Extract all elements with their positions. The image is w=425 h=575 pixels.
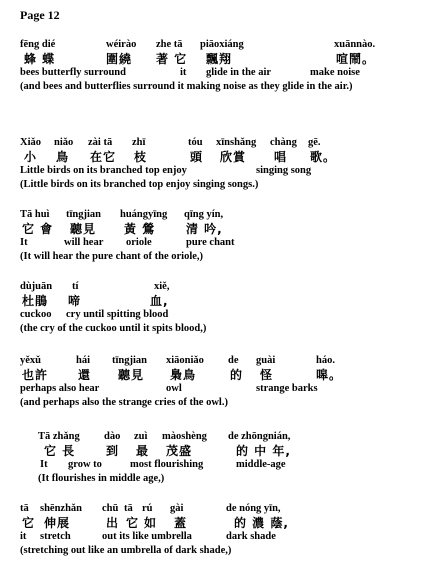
pinyin-word: xiě, xyxy=(154,281,170,292)
hanzi-word: 聽見 xyxy=(70,222,97,236)
hanzi-word: 杜鵑 xyxy=(22,294,49,308)
translation: (Little birds on its branched top enjoy singing songs.) xyxy=(20,179,259,190)
hanzi-word: 在它 xyxy=(90,150,117,164)
translation: (and bees and butterflies surround it making noise as they glide in the air.) xyxy=(20,81,353,92)
hanzi-word: 也許 xyxy=(22,368,49,382)
pinyin-line xyxy=(38,430,425,444)
pinyin-word: gài xyxy=(170,503,184,514)
pinyin-word: zuì xyxy=(134,431,148,442)
hanzi-line xyxy=(20,294,420,308)
pinyin-word: xiāoniǎo xyxy=(166,355,204,366)
hanzi-word: 伸展 xyxy=(44,516,71,530)
pinyin-line xyxy=(20,502,420,516)
pinyin-word: dùjuān xyxy=(20,281,53,292)
hanzi-line xyxy=(20,222,420,236)
pinyin-word: Tā huì xyxy=(20,209,50,220)
gloss-word: grow to xyxy=(68,459,102,470)
gloss-word: it xyxy=(20,531,27,542)
hanzi-word: 的 濃 蔭, xyxy=(234,516,289,530)
pinyin-word: Xiǎo xyxy=(20,137,41,148)
gloss-word: It xyxy=(40,459,48,470)
translation: (It flourishes in middle age,) xyxy=(38,473,165,484)
gloss-line xyxy=(20,308,420,322)
stanza-4 xyxy=(20,280,420,335)
translation: (It will hear the pure chant of the oriole,) xyxy=(20,251,204,262)
hanzi-word: 還 xyxy=(78,368,92,382)
pinyin-word: huángyīng xyxy=(120,209,168,220)
pinyin-word: dào xyxy=(104,431,121,442)
gloss-line xyxy=(20,382,420,396)
pinyin-word: qīng yín, xyxy=(184,209,224,220)
pinyin-word: de xyxy=(228,355,239,366)
stanza-6 xyxy=(38,430,425,485)
hanzi-word: 聽見 xyxy=(118,368,145,382)
stanza-7 xyxy=(20,502,420,557)
gloss-word: owl xyxy=(166,383,182,394)
hanzi-word: 它 長 xyxy=(44,444,76,458)
gloss-line xyxy=(38,458,425,472)
gloss-word: most flourishing xyxy=(130,459,204,470)
hanzi-word: 蓋 xyxy=(174,516,188,530)
hanzi-word: 鳥 xyxy=(56,150,70,164)
hanzi-word: 它 xyxy=(22,516,36,530)
hanzi-word: 飄翔 xyxy=(206,52,233,66)
hanzi-word: 它 xyxy=(126,516,140,530)
gloss-word: stretch xyxy=(40,531,71,542)
gloss-word: perhaps also hear xyxy=(20,383,100,394)
pinyin-line xyxy=(20,38,420,52)
gloss-word: pure chant xyxy=(186,237,235,248)
hanzi-word: 它 會 xyxy=(22,222,54,236)
gloss-word: make noise xyxy=(310,67,360,78)
hanzi-line xyxy=(20,368,420,382)
hanzi-word: 欣賞 xyxy=(220,150,247,164)
pinyin-word: hái xyxy=(76,355,91,366)
pinyin-word: de nóng yīn, xyxy=(226,503,281,514)
page-number: Page 12 xyxy=(20,8,60,22)
pinyin-word: zhe tā xyxy=(156,39,183,50)
hanzi-line xyxy=(20,52,420,66)
pinyin-word: tīngjian xyxy=(112,355,148,366)
translation: (stretching out like an umbrella of dark shade,) xyxy=(20,545,232,556)
stanza-2 xyxy=(20,136,420,191)
pinyin-word: xuānnào. xyxy=(334,39,376,50)
gloss-word: It xyxy=(20,237,28,248)
hanzi-word: 圍繞 xyxy=(106,52,133,66)
pinyin-word: shēnzhǎn xyxy=(40,503,83,514)
pinyin-word: tóu xyxy=(188,137,203,148)
pinyin-word: chàng xyxy=(270,137,297,148)
hanzi-word: 的 中 年, xyxy=(236,444,291,458)
pinyin-word: rú xyxy=(142,503,153,514)
hanzi-word: 清 吟, xyxy=(186,222,223,236)
pinyin-word: màoshèng xyxy=(162,431,207,442)
hanzi-word: 黃 鶯 xyxy=(124,222,156,236)
hanzi-line xyxy=(20,516,420,530)
gloss-line xyxy=(20,164,420,178)
pinyin-word: guài xyxy=(256,355,276,366)
gloss-word: it xyxy=(180,67,187,78)
pinyin-word: de zhōngnián, xyxy=(228,431,291,442)
pinyin-word: Tā zhǎng xyxy=(38,431,80,442)
gloss-line xyxy=(20,66,420,80)
gloss-word: strange barks xyxy=(256,383,318,394)
gloss-word: singing song xyxy=(256,165,312,176)
hanzi-word: 小 xyxy=(24,150,38,164)
gloss-word: glide in the air xyxy=(206,67,272,78)
hanzi-word: 頭 xyxy=(190,150,204,164)
hanzi-word: 血, xyxy=(150,294,169,308)
pinyin-word: zài tā xyxy=(88,137,113,148)
pinyin-line xyxy=(20,354,420,368)
hanzi-word: 嗥。 xyxy=(316,368,343,382)
stanza-1 xyxy=(20,38,420,93)
gloss-word: middle-age xyxy=(236,459,286,470)
gloss-word: dark shade xyxy=(226,531,276,542)
hanzi-word: 著 它 xyxy=(156,52,188,66)
pinyin-word: háo. xyxy=(316,355,335,366)
hanzi-word: 出 xyxy=(106,516,120,530)
gloss-word: out its like umbrella xyxy=(102,531,192,542)
pinyin-word: tā xyxy=(124,503,133,514)
gloss-word: cuckoo xyxy=(20,309,52,320)
hanzi-line xyxy=(20,150,420,164)
pinyin-word: tí xyxy=(72,281,79,292)
hanzi-word: 啼 xyxy=(68,294,82,308)
hanzi-word: 的 xyxy=(230,368,244,382)
pinyin-word: niǎo xyxy=(54,137,74,148)
pinyin-line xyxy=(20,280,420,294)
gloss-line xyxy=(20,530,420,544)
pinyin-word: yěxǔ xyxy=(20,355,41,366)
hanzi-word: 如 xyxy=(144,516,158,530)
pinyin-word: tā xyxy=(20,503,29,514)
hanzi-line xyxy=(38,444,425,458)
pinyin-word: tīngjian xyxy=(66,209,102,220)
hanzi-word: 喧鬧。 xyxy=(336,52,376,66)
pinyin-word: gē. xyxy=(308,137,321,148)
translation: (the cry of the cuckoo until it spits blood,) xyxy=(20,323,207,334)
pinyin-line xyxy=(20,136,420,150)
gloss-word: cry until spitting blood xyxy=(66,309,169,320)
hanzi-word: 歌。 xyxy=(310,150,337,164)
pinyin-word: xīnshǎng xyxy=(216,137,257,148)
pinyin-word: chū xyxy=(102,503,119,514)
hanzi-word: 梟鳥 xyxy=(170,368,197,382)
hanzi-word: 茂盛 xyxy=(166,444,193,458)
pinyin-word: zhī xyxy=(132,137,146,148)
hanzi-word: 怪 xyxy=(260,368,274,382)
gloss-word: bees butterfly surround xyxy=(20,67,126,78)
gloss-line xyxy=(20,236,420,250)
gloss-word: will hear xyxy=(64,237,104,248)
hanzi-word: 到 xyxy=(106,444,120,458)
pinyin-line xyxy=(20,208,420,222)
hanzi-word: 枝 xyxy=(134,150,148,164)
hanzi-word: 蜂 蝶 xyxy=(24,52,56,66)
pinyin-word: wéirào xyxy=(106,39,137,50)
hanzi-word: 最 xyxy=(136,444,150,458)
translation: (and perhaps also the strange cries of the owl.) xyxy=(20,397,228,408)
gloss-word: Little birds on its branched top enjoy xyxy=(20,165,187,176)
stanza-5 xyxy=(20,354,420,409)
pinyin-word: fēng dié xyxy=(20,39,56,50)
stanza-3 xyxy=(20,208,420,263)
gloss-word: oriole xyxy=(126,237,152,248)
pinyin-word: piāoxiáng xyxy=(200,39,244,50)
hanzi-word: 唱 xyxy=(274,150,288,164)
